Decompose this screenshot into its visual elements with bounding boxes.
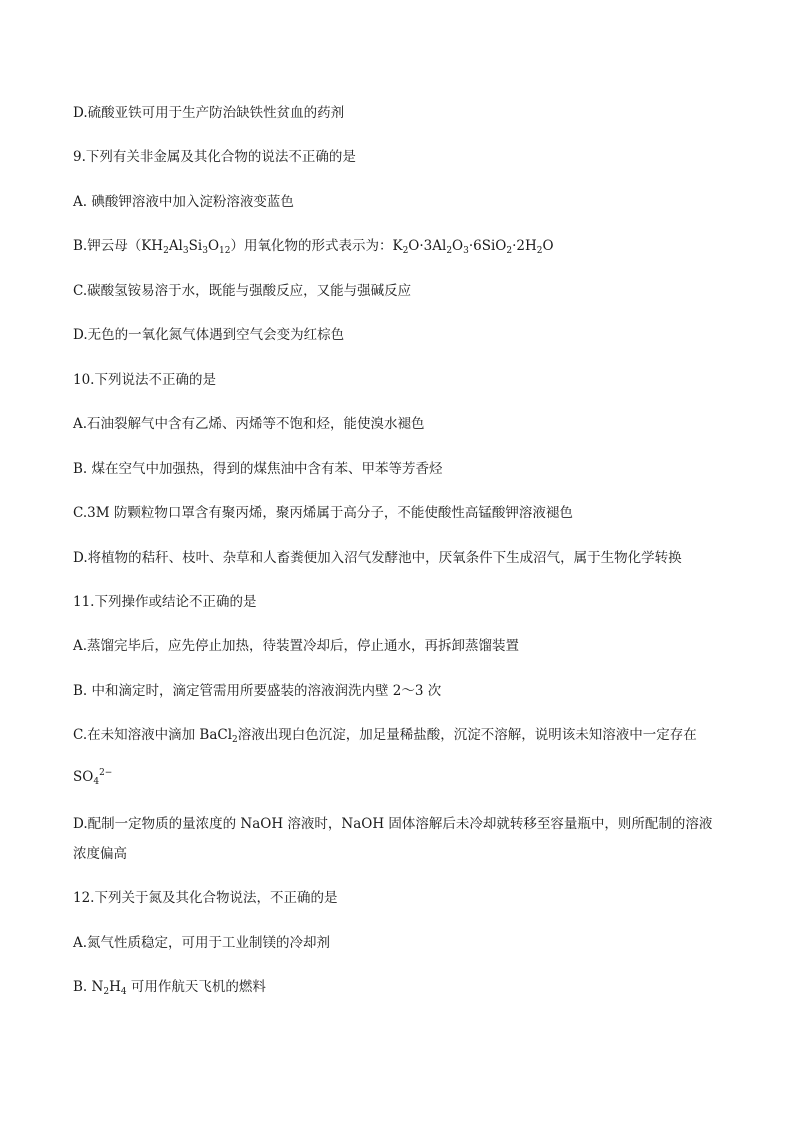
question-11-option-d-cont: 浓度偏高 [73,846,127,862]
question-9: 9.下列有关非金属及其化合物的说法不正确的是 [73,149,356,165]
question-9-option-b: B.钾云母$(KH_2Al_3Si_3O_{12})$用氧化物的形式表示为：$K_2O\cdot 3Al_2O_3\cdot 6SiO_2\cdot 2H_2O$ [73,238,554,256]
question-10-option-c: C.3M 防颗粒物口罩含有聚丙烯，聚丙烯属于高分子，不能使酸性高锰酸钾溶液褪色 [73,505,573,521]
question-11-option-c: C.在未知溶液中滴加 BaCl$_2$溶液出现白色沉淀，加足量稀盐酸，沉淀不溶解，说明该未知溶液中一定存在 [73,727,697,745]
question-12: 12.下列关于氮及其化合物说法，不正确的是 [73,890,338,906]
question-12-option-b: B. $N_2H_4$ 可用作航天飞机的燃料 [73,979,266,997]
question-9-option-a: A. 碘酸钾溶液中加入淀粉溶液变蓝色 [73,194,294,210]
question-10: 10.下列说法不正确的是 [73,372,216,388]
question-9-option-c: C.碳酸氢铵易溶于水，既能与强酸反应，又能与强碱反应 [73,283,412,299]
question-11-option-a: A.蒸馏完毕后，应先停止加热，待装置冷却后，停止通水，再拆卸蒸馏装置 [73,638,520,654]
question-11-option-b: B. 中和滴定时，滴定管需用所要盛装的溶液润洗内壁 2～3 次 [73,683,442,699]
question-10-option-b: B. 煤在空气中加强热，得到的煤焦油中含有苯、甲苯等芳香烃 [73,461,443,477]
sulfate-ion-formula: $SO_4^{2-}$ [73,768,113,787]
question-9-option-d: D.无色的一氧化氮气体遇到空气会变为红棕色 [73,327,345,343]
question-11-option-d: D.配制一定物质的量浓度的 NaOH 溶液时，NaOH 固体溶解后未冷却就转移至容量瓶中，则所配制的溶液 [73,816,713,832]
option-d-ferrous-sulfate: D.硫酸亚铁可用于生产防治缺铁性贫血的药剂 [73,105,345,121]
question-10-option-a: A.石油裂解气中含有乙烯、丙烯等不饱和烃，能使溴水褪色 [73,416,425,432]
question-10-option-d: D.将植物的秸秆、枝叶、杂草和人畜粪便加入沼气发酵池中，厌氧条件下生成沼气，属于生物化学转换 [73,550,682,566]
question-11: 11.下列操作或结论不正确的是 [73,594,257,610]
question-12-option-a: A.氮气性质稳定，可用于工业制镁的冷却剂 [73,935,331,951]
